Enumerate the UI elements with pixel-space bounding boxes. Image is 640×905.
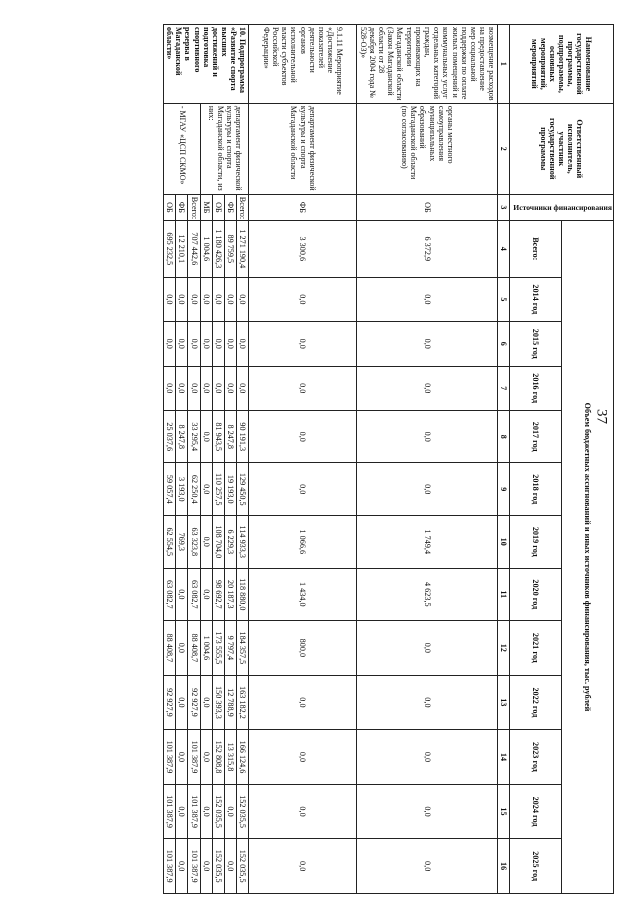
value-cell: 108 704,0 (213, 516, 225, 569)
header-year: 2019 год (510, 516, 562, 569)
value-cell: 1 180 426,3 (213, 221, 225, 278)
value-cell: 12 788,9 (225, 675, 237, 730)
value-cell: 0,0 (225, 784, 237, 839)
table-row (249, 25, 357, 894)
column-index: 1 (498, 25, 510, 104)
value-cell: 1 066,6 (249, 516, 357, 569)
value-cell: 62 250,4 (187, 463, 201, 516)
value-cell: 101 387,9 (187, 784, 201, 839)
value-cell: 88 408,7 (187, 621, 201, 676)
header-source (510, 194, 614, 220)
value-cell: 101 387,9 (163, 784, 175, 839)
value-cell: 1 004,6 (201, 221, 213, 278)
row-executor: департамент физической культуры и спорта Магаданской области (249, 103, 357, 194)
value-cell: 1 271 190,4 (237, 221, 249, 278)
value-cell: 152 035,5 (237, 839, 249, 894)
value-cell: 0,0 (249, 366, 357, 410)
rotated-table-container (34, 24, 614, 894)
header-source-label: Источники финансирования (513, 202, 612, 212)
value-cell: 0,0 (201, 410, 213, 463)
row-source: ОБ (357, 194, 498, 220)
value-cell: 63 082,7 (163, 568, 175, 621)
value-cell: 695 232,5 (163, 221, 175, 278)
value-cell: 0,0 (175, 568, 187, 621)
value-cell: 63 323,8 (187, 516, 201, 569)
row-source: Всего: (237, 194, 249, 220)
table-row (237, 25, 249, 894)
value-cell: 20 187,3 (225, 568, 237, 621)
column-index: 10 (498, 516, 510, 569)
row-executor: органы местного самоуправления муниципальных образований Магаданской области (по согласованию) (357, 103, 498, 194)
column-index: 15 (498, 784, 510, 839)
value-cell: 0,0 (213, 277, 225, 321)
funding-table (163, 24, 614, 894)
column-index: 7 (498, 366, 510, 410)
value-cell: 150 393,3 (213, 675, 225, 730)
value-cell: 129 450,5 (237, 463, 249, 516)
column-index: 5 (498, 277, 510, 321)
value-cell: 6 229,3 (225, 516, 237, 569)
row-source: Всего: (187, 194, 201, 220)
column-index: 13 (498, 675, 510, 730)
value-cell: 0,0 (201, 322, 213, 366)
value-cell: 800,0 (249, 621, 357, 676)
value-cell: 152 035,5 (213, 784, 225, 839)
value-cell: 0,0 (201, 675, 213, 730)
value-cell: 6 372,9 (357, 221, 498, 278)
value-cell: 9 797,4 (225, 621, 237, 676)
value-cell: 0,0 (163, 277, 175, 321)
value-cell: 92 927,9 (187, 675, 201, 730)
value-cell: 0,0 (249, 322, 357, 366)
value-cell: 0,0 (357, 410, 498, 463)
column-index-row (498, 25, 510, 894)
value-cell: 88 408,7 (163, 621, 175, 676)
column-index: 9 (498, 463, 510, 516)
value-cell: 0,0 (201, 366, 213, 410)
page-number: 37 (593, 409, 610, 424)
row-source: ОБ (213, 194, 225, 220)
value-cell: 0,0 (201, 730, 213, 785)
value-cell: 0,0 (249, 410, 357, 463)
row-source: ФБ (175, 194, 187, 220)
column-index: 8 (498, 410, 510, 463)
value-cell: 0,0 (357, 463, 498, 516)
row-source: ФБ (249, 194, 357, 220)
value-cell: 0,0 (249, 839, 357, 894)
value-cell: 0,0 (201, 784, 213, 839)
value-cell: 101 387,9 (187, 839, 201, 894)
header-year: 2023 год (510, 730, 562, 785)
header-year: 2025 год (510, 839, 562, 894)
value-cell: 0,0 (357, 621, 498, 676)
header-executor: Ответственный исполнитель, участник государственной программы (510, 103, 614, 194)
value-cell: 163 182,2 (237, 675, 249, 730)
header-year: 2022 год (510, 675, 562, 730)
value-cell: 12 210,1 (175, 221, 187, 278)
column-index: 2 (498, 103, 510, 194)
value-cell: 0,0 (225, 366, 237, 410)
value-cell: 166 124,6 (237, 730, 249, 785)
value-cell: 0,0 (175, 366, 187, 410)
value-cell: 0,0 (249, 675, 357, 730)
value-cell: 110 257,5 (213, 463, 225, 516)
value-cell: 0,0 (249, 463, 357, 516)
value-cell: 0,0 (225, 839, 237, 894)
value-cell: 62 554,5 (163, 516, 175, 569)
value-cell: 0,0 (357, 784, 498, 839)
value-cell: 769,3 (175, 516, 187, 569)
value-cell: 0,0 (187, 322, 201, 366)
value-cell: 19 193,0 (225, 463, 237, 516)
value-cell: 92 927,9 (163, 675, 175, 730)
row-source: ОБ (163, 194, 175, 220)
value-cell: 101 387,9 (187, 730, 201, 785)
subprogram-name: 10. Подпрограмма «Развитие спорта высших достижений и подготовка спортивного резерва в Магаданской области» (163, 25, 249, 104)
value-cell: 0,0 (249, 277, 357, 321)
value-cell: 0,0 (175, 730, 187, 785)
value-cell: 0,0 (237, 322, 249, 366)
row-source: МБ (201, 194, 213, 220)
value-cell: 0,0 (175, 839, 187, 894)
value-cell: 184 357,5 (237, 621, 249, 676)
value-cell: 0,0 (175, 621, 187, 676)
header-year: 2017 год (510, 410, 562, 463)
value-cell: 0,0 (357, 839, 498, 894)
value-cell: 152 035,5 (237, 784, 249, 839)
value-cell: 0,0 (163, 366, 175, 410)
value-cell: 0,0 (187, 366, 201, 410)
value-cell: 0,0 (237, 277, 249, 321)
value-cell: 0,0 (249, 730, 357, 785)
header-year: 2015 год (510, 322, 562, 366)
row-source: ФБ (225, 194, 237, 220)
header-year: 2020 год (510, 568, 562, 621)
value-cell: 0,0 (225, 322, 237, 366)
column-index: 12 (498, 621, 510, 676)
value-cell: 0,0 (213, 322, 225, 366)
value-cell: 0,0 (249, 784, 357, 839)
value-cell: 1 004,6 (201, 621, 213, 676)
column-index: 11 (498, 568, 510, 621)
value-cell: 0,0 (213, 366, 225, 410)
header-funding-group: Объем бюджетных ассигнований и иных источников финансирования, тыс. рублей (562, 221, 614, 894)
value-cell: 0,0 (163, 322, 175, 366)
value-cell: 152 808,8 (213, 730, 225, 785)
value-cell: 707 442,6 (187, 221, 201, 278)
value-cell: 81 943,5 (213, 410, 225, 463)
table-row (357, 25, 498, 894)
value-cell: 0,0 (225, 277, 237, 321)
value-cell: 8 247,8 (175, 410, 187, 463)
value-cell: 0,0 (175, 322, 187, 366)
header-year: 2021 год (510, 621, 562, 676)
value-cell: 0,0 (201, 463, 213, 516)
header-name: Наименование государственной программы, подпрограммы, основных мероприятий, мероприятий (510, 25, 614, 104)
column-index: 3 (498, 194, 510, 220)
column-index: 14 (498, 730, 510, 785)
value-cell: 89 759,5 (225, 221, 237, 278)
value-cell: 0,0 (175, 277, 187, 321)
value-cell: 8 247,8 (225, 410, 237, 463)
header-year: 2014 год (510, 277, 562, 321)
value-cell: 0,0 (201, 839, 213, 894)
value-cell: 3 193,0 (175, 463, 187, 516)
value-cell: 173 555,5 (213, 621, 225, 676)
value-cell: 0,0 (357, 277, 498, 321)
value-cell: 90 191,3 (237, 410, 249, 463)
value-cell: 0,0 (201, 277, 213, 321)
header-year: 2018 год (510, 463, 562, 516)
header-year: 2016 год (510, 366, 562, 410)
value-cell: 63 082,7 (187, 568, 201, 621)
value-cell: 101 387,9 (163, 839, 175, 894)
table-row (187, 25, 201, 894)
value-cell: 25 037,6 (163, 410, 175, 463)
value-cell: 0,0 (175, 784, 187, 839)
value-cell: 59 057,4 (163, 463, 175, 516)
value-cell: 1 749,4 (357, 516, 498, 569)
value-cell: 13 315,8 (225, 730, 237, 785)
value-cell: 0,0 (357, 322, 498, 366)
header-total: Всего: (510, 221, 562, 278)
value-cell: 114 933,3 (237, 516, 249, 569)
value-cell: 0,0 (357, 366, 498, 410)
value-cell: 101 387,9 (163, 730, 175, 785)
value-cell: 0,0 (357, 675, 498, 730)
value-cell: 0,0 (187, 277, 201, 321)
value-cell: 4 623,5 (357, 568, 498, 621)
value-cell: 0,0 (357, 730, 498, 785)
column-index: 6 (498, 322, 510, 366)
column-index: 4 (498, 221, 510, 278)
value-cell: 0,0 (201, 568, 213, 621)
value-cell: 118 880,0 (237, 568, 249, 621)
value-cell: 3 300,6 (249, 221, 357, 278)
row-name: возмещение расходов на предоставление мер социальной поддержки по оплате жилых помещений и коммунальных услуг отдельных категорий граждан, проживающих на территории Магаданской области (Закон Магаданской области от 28 декабря 2004 года № 528-ОЗ)» (357, 25, 498, 104)
value-cell: 0,0 (175, 675, 187, 730)
row-name: 9.1.11 Мероприятие «Достижение показателей деятельности органов исполнительной власти субъектов Российской Федерации» (249, 25, 357, 104)
value-cell: 0,0 (201, 516, 213, 569)
mgau-executor: - МГАУ «ЦСП СКМО» (163, 103, 201, 194)
value-cell: 33 295,4 (187, 410, 201, 463)
value-cell: 98 692,7 (213, 568, 225, 621)
value-cell: 0,0 (237, 366, 249, 410)
subprogram-executor: департамент физической культуры и спорта Магаданской области, из них: (201, 103, 249, 194)
value-cell: 152 035,5 (213, 839, 225, 894)
value-cell: 1 434,0 (249, 568, 357, 621)
header-year: 2024 год (510, 784, 562, 839)
column-index: 16 (498, 839, 510, 894)
